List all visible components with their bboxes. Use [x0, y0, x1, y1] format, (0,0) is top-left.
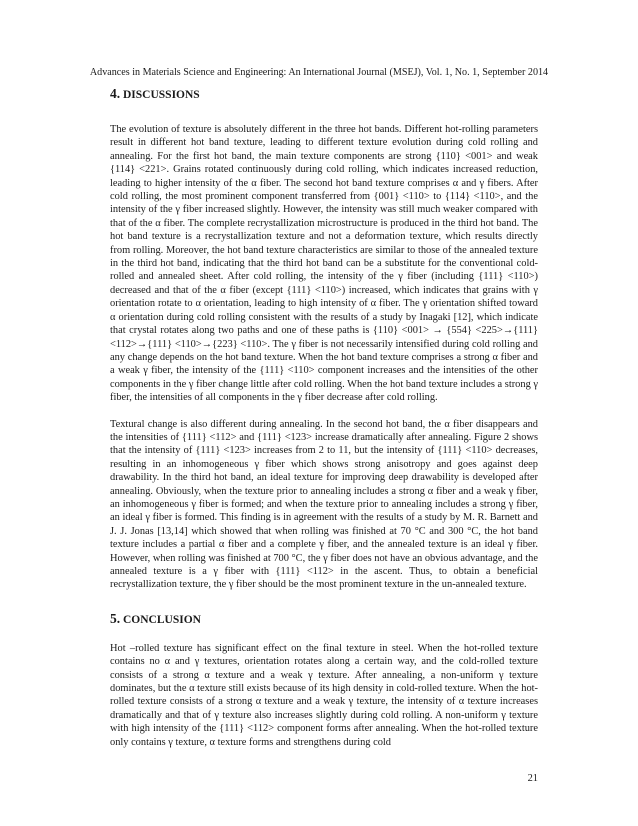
conclusion-paragraph-1: Hot –rolled texture has significant effect on the final texture in steel. When the hot-rolled texture contains no α and γ textures, orientation rotates along a certain way, and the cold-rolled texture consists of a strong α texture and a weak γ texture. After annealing, a non-uniform γ texture dominates, but the α texture still exists because of its high density in cold-rolled texture. When the hot-rolled texture consists of a strong α texture and a weak γ texture, the intensity of α texture increases dramatically and that of γ texture also increases slightly during cold rolling. A non-uniform γ texture with high intensity of the {111} <112> component forms after annealing. When the hot-rolled texture only contains γ texture, α texture forms and strengthens during cold [110, 642, 538, 748]
section-title: CONCLUSION [123, 613, 201, 626]
section-number: 4. [110, 86, 121, 101]
section-heading-conclusion [110, 611, 538, 628]
discussion-paragraph-1: The evolution of texture is absolutely different in the three hot bands. Different hot-rolling parameters result in different hot band texture, leading to different texture evolution during cold rolling and annealing. For the first hot band, the main texture components are strong {110} <001> and weak {114} <221>. Grains rotated continuously during cold rolling, which indicates increased reduction, leading to higher intensity of the α fiber. The second hot band texture comprises α and γ fibers. After cold rolling, the most prominent component transferred from {001} <110> to {114} <110>, and the intensity of the γ fiber increased slightly. However, the intensity was still much weaker compared with that of the α fiber. The complete recrystallization microstructure is produced in the third hot band. The hot band texture is a recrystallization texture and not a deformation texture, which results directly from rolling. Moreover, the hot band texture characteristics are similar to those of the annealed texture in the third hot band, indicating that the third hot band can be a substitute for the conventional cold-rolled and annealed sheet. After cold rolling, the intensity of the γ fiber (including {111} <110>) decreased and that of the α fiber (except {111} <110>) increased, which indicates that grains with γ orientation rotate to α orientation, leading to high intensity of α fiber. The γ orientation shifted toward α orientation during cold rolling consistent with the results of a study by Inagaki [12], which indicate that crystal rotates along two paths and one of these paths is {110} <001> → {554} <225>→{111} <112>→{111} <110>→{223} <110>. The γ fiber is not necessarily intensified during cold rolling and any change depends on the hot band texture. When the hot band texture comprises a strong α fiber and a weak γ fiber, the intensity of the {111} <110> component increases and the intensities of the other components in the γ fiber change little after cold rolling. When the hot band texture includes a strong γ fiber, the intensities of all components in the γ fiber decrease after cold rolling. [110, 124, 538, 404]
section-heading-discussions [110, 86, 538, 103]
discussion-paragraph-2: Textural change is also different during annealing. In the second hot band, the α fiber disappears and the intensities of {111} <112> and {111} <123> increase dramatically after annealing. Figure 2 shows that the intensity of {111} <123> increases from 2 to 11, but the intensity of {111} <110> decreases, resulting in an inhomogeneous γ fiber which shows strong anisotropy and goes against deep drawability. In the third hot band, an ideal texture for improving deep drawability is developed after annealing. Obviously, when the texture prior to annealing includes a strong α fiber and a weak γ fiber, an inhomogeneous γ fiber is formed; and when the texture prior to annealing includes a strong γ fiber, an ideal γ fiber is formed. This finding is in agreement with the results of a study by M. R. Barnett and J. J. Jonas [13,14] which showed that when rolling was finished at 70 °C and 300 °C, the hot band texture includes a partial α fiber and a complete γ fiber, and the annealed texture is an ideal γ fiber. However, when rolling was finished at 700 °C, the γ fiber does not have an obvious advantage, and the annealed texture is a γ fiber with {111} <112> in the ascent. Thus, to obtain a beneficial recrystallization texture, the γ fiber should be the most prominent texture in the un-annealed texture. [110, 418, 538, 591]
main-content [110, 86, 538, 749]
section-title: DISCUSSIONS [123, 89, 200, 101]
section-number: 5. [110, 610, 121, 626]
page-number: 21 [527, 773, 538, 784]
running-head: Advances in Materials Science and Engineering: An International Journal (MSEJ), Vol. 1, No. 1, September 2014 [89, 67, 549, 78]
